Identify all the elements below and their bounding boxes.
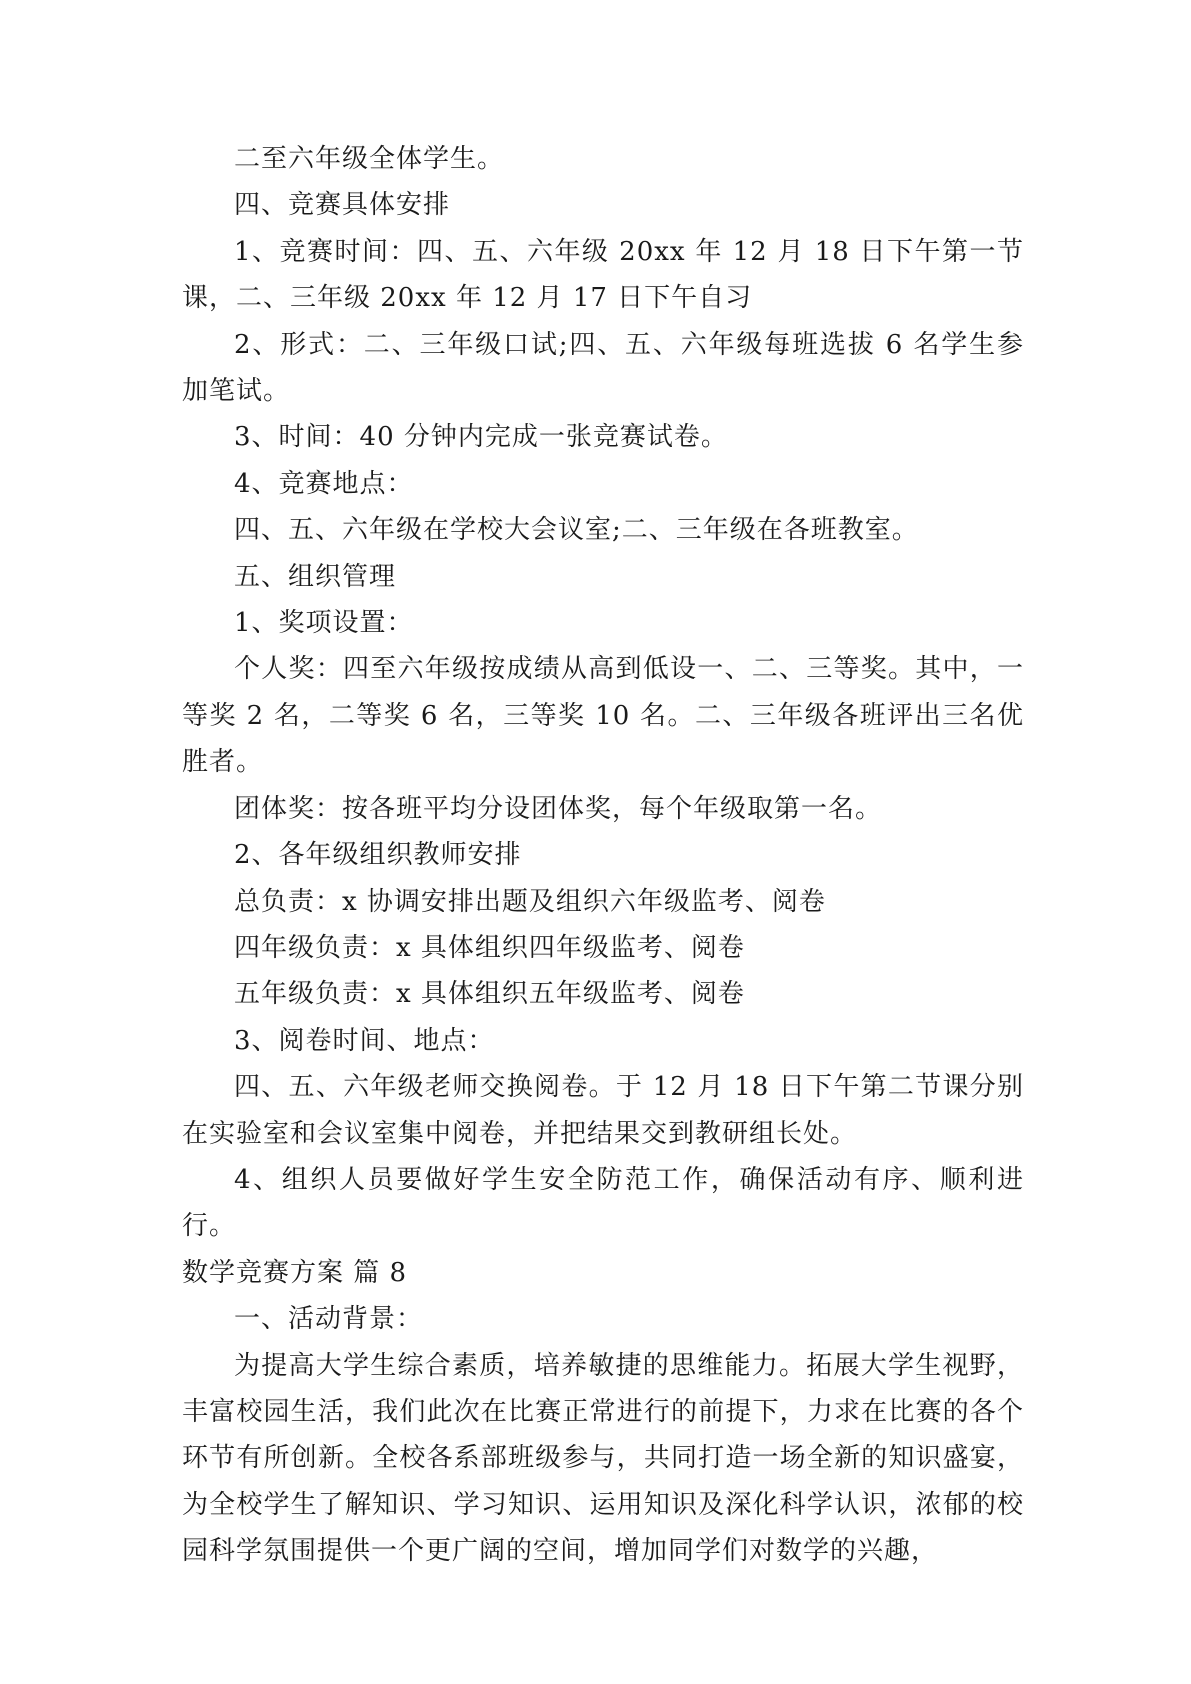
section-heading: 五、组织管理 [234,561,397,592]
paragraph: 1、奖项设置： [234,608,414,639]
paragraph: 4、竞赛地点： [234,468,414,499]
document-body [182,136,1024,1575]
paragraph: 四、五、六年级老师交换阅卷。于 12 月 18 日下午第二节课分别在实验室和会议室集中阅卷，并把结果交到教研组长处。 [182,1072,1024,1149]
section-heading: 四、竞赛具体安排 [234,190,451,221]
paragraph: 五年级负责：x 具体组织五年级监考、阅卷 [234,979,745,1010]
paragraph: 二至六年级全体学生。 [234,144,505,174]
paragraph: 1、竞赛时间：四、五、六年级 20xx 年 12 月 18 日下午第一节课，二、三年级 20xx 年 12 月 17 日下午自习 [182,236,1024,314]
paragraph: 四年级负责：x 具体组织四年级监考、阅卷 [234,932,745,963]
paragraph: 2、形式：二、三年级口试;四、五、六年级每班选拔 6 名学生参加笔试。 [182,329,1024,407]
paragraph: 2、各年级组织教师安排 [234,840,522,871]
paragraph: 个人奖：四至六年级按成绩从高到低设一、二、三等奖。其中，一等奖 2 名，二等奖 6 名，三等奖 10 名。二、三年级各班评出三名优胜者。 [182,654,1024,778]
paragraph: 3、时间：40 分钟内完成一张竞赛试卷。 [234,422,728,453]
paragraph: 3、阅卷时间、地点： [234,1025,495,1056]
paragraph: 四、五、六年级在学校大会议室;二、三年级在各班教室。 [234,515,919,546]
document-section-title: 数学竞赛方案 篇 8 [182,1257,408,1288]
paragraph: 为提高大学生综合素质，培养敏捷的思维能力。拓展大学生视野，丰富校园生活，我们此次在比赛正常进行的前提下，力求在比赛的各个环节有所创新。全校各系部班级参与，共同打造一场全新的知识盛宴，为全校学生了解知识、学习知识、运用知识及深化科学认识，浓郁的校园科学氛围提供一个更广阔的空间，增加同学们对数学的兴趣， [182,1350,1024,1567]
paragraph: 4、组织人员要做好学生安全防范工作，确保活动有序、顺利进行。 [182,1164,1024,1242]
paragraph: 团体奖：按各班平均分设团体奖，每个年级取第一名。 [234,793,883,824]
section-heading: 一、活动背景： [234,1304,424,1335]
paragraph: 总负责：x 协调安排出题及组织六年级监考、阅卷 [234,886,826,917]
